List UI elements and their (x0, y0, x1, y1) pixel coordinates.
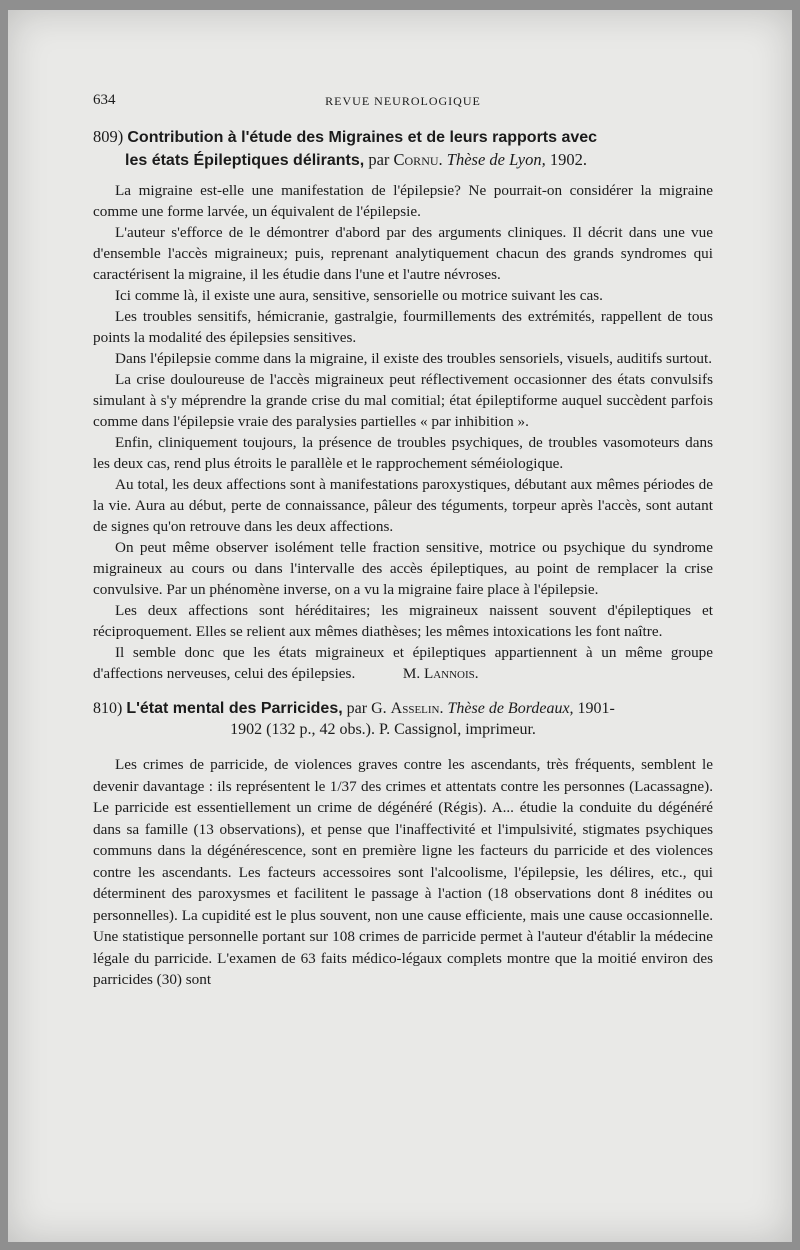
paragraph: La migraine est-elle une manifestation de l'épilepsie? Ne pourrait-on considérer la migraine comme une forme larvée, un équivalent de l'épilepsie. (93, 182, 713, 220)
article-810-author: Asselin (390, 700, 440, 717)
running-title: REVUE NEUROLOGIQUE (325, 94, 481, 108)
article-809-title-line2: les états Épileptiques délirants, (125, 152, 365, 169)
paragraph: Les troubles sensitifs, hémicranie, gastralgie, fourmillements des extrémités, rappellent de tous points la modalité des épilepsies sensitives. (93, 308, 713, 346)
article-809-number: 809) (93, 127, 124, 146)
paragraph: Dans l'épilepsie comme dans la migraine, il existe des troubles sensoriels, visuels, auditifs surtout. (115, 350, 713, 367)
paragraph: Enfin, cliniquement toujours, la présence de troubles psychiques, de troubles vasomoteurs dans les deux cas, rend plus étroits le parallèle et le rapprochement séméiologique. (93, 434, 713, 472)
paragraph: L'auteur s'efforce de le démontrer d'abord par des arguments cliniques. Il décrit dans une vue d'ensemble l'accès migraineux; puis, reprenant analytiquement chacun des grands syndromes qui caractérisent la migraine, il les étudie dans l'une et l'autre névroses. (93, 224, 713, 283)
article-809-author: Cornu (393, 150, 439, 169)
paragraph: Les crimes de parricide, de violences graves contre les ascendants, très fréquents, semblent le devenir davantage : ils représentent le 1/37 des crimes et attentats contre les personnes (Lacassagne). Le parricide est essentiellement un crime de dégénéré (Régis). A... étudie la conduite du dégénéré dans sa famille (13 observations), et pense que l'inaffectivité et l'impulsivité, stigmates psychiques communs dans la dégénérescence, sont en première ligne les facteurs du parricide et des violences contre les ascendants. Les facteurs accessoires sont l'alcoolisme, l'épilepsie, les délires, etc., qui déterminent des paroxysmes et facilitent le passage à l'action (18 observations dont 8 inédites ou personnelles). La cupidité est le plus souvent, non une cause efficiente, mais une cause occasionnelle. Une statistique personnelle portant sur 108 crimes de parricide permet à l'auteur d'établir la médecine légale du parricide. L'examen de 63 faits médico-légaux complets montre que la moitié environ des parricides (30) sont (93, 756, 713, 988)
paragraph: Au total, les deux affections sont à manifestations paroxystiques, débutant aux mêmes périodes de la vie. Aura au début, perte de connaissance, pâleur des téguments, torpeur après l'accès, sont autant de signes qu'on retrouve dans les deux affections. (93, 476, 713, 535)
article-810-number: 810) (93, 700, 123, 717)
article-809-title-line1: Contribution à l'étude des Migraines et de leurs rapports avec (127, 129, 598, 146)
article-809-title: 809) Contribution à l'étude des Migraines et de leurs rapports avec les états Épileptiques délirants, par Cornu. Thèse de Lyon, 1902. (93, 127, 598, 169)
article-809-body (93, 180, 713, 684)
page-number: 634 (93, 92, 116, 108)
article-810-body (93, 754, 713, 991)
article-809-year: 1902. (549, 150, 587, 169)
article-810-source: Thèse de Bordeaux, (447, 700, 574, 717)
page-header (93, 92, 713, 114)
article-809-by: par (368, 150, 390, 169)
article-810-details: 1902 (132 p., 42 obs.). P. Cassignol, imprimeur. (230, 721, 536, 738)
paragraph: On peut même observer isolément telle fraction sensitive, motrice ou psychique du syndrome migraineux au cours ou dans l'intervalle des accès épileptiques, au point de remplacer la crise convulsive. Par un phénomène inverse, on a vu la migraine faire place à l'épilepsie. (93, 539, 713, 598)
page-content (93, 92, 713, 991)
article-810-title: 810) L'état mental des Parricides, par G. Asselin. Thèse de Bordeaux, 1901- 1902 (132 p., 42 obs.). P. Cassignol, imprimeur. (93, 698, 713, 740)
reviewer-signature: M. Lannois. (402, 665, 479, 682)
closing-paragraph (93, 642, 713, 684)
scanned-page (8, 10, 792, 1242)
paragraph: Les deux affections sont héréditaires; les migraineux naissent souvent d'épileptiques et réciproquement. Elles se relient aux mêmes diathèses; les mêmes intoxications les font naître. (93, 602, 713, 640)
article-810-by: par G. (346, 700, 387, 717)
article-810-year: 1901- (577, 700, 615, 717)
article-809-source: Thèse de Lyon, (446, 150, 546, 169)
paragraph: Ici comme là, il existe une aura, sensitive, sensorielle ou motrice suivant les cas. (115, 287, 603, 304)
closing-text: Il semble donc que les états migraineux et épileptiques appartiennent à un même groupe d'affections nerveuses, celui des épilepsies. (93, 644, 713, 682)
article-810-title-bold: L'état mental des Parricides, (126, 700, 343, 717)
paragraph: La crise douloureuse de l'accès migraineux peut réflectivement occasionner des états convulsifs simulant à s'y méprendre la grande crise du mal comitial; état épileptiforme auquel succèdent parfois comme dans l'épilepsie vraie des paralysies partielles « par inhibition ». (93, 371, 713, 430)
